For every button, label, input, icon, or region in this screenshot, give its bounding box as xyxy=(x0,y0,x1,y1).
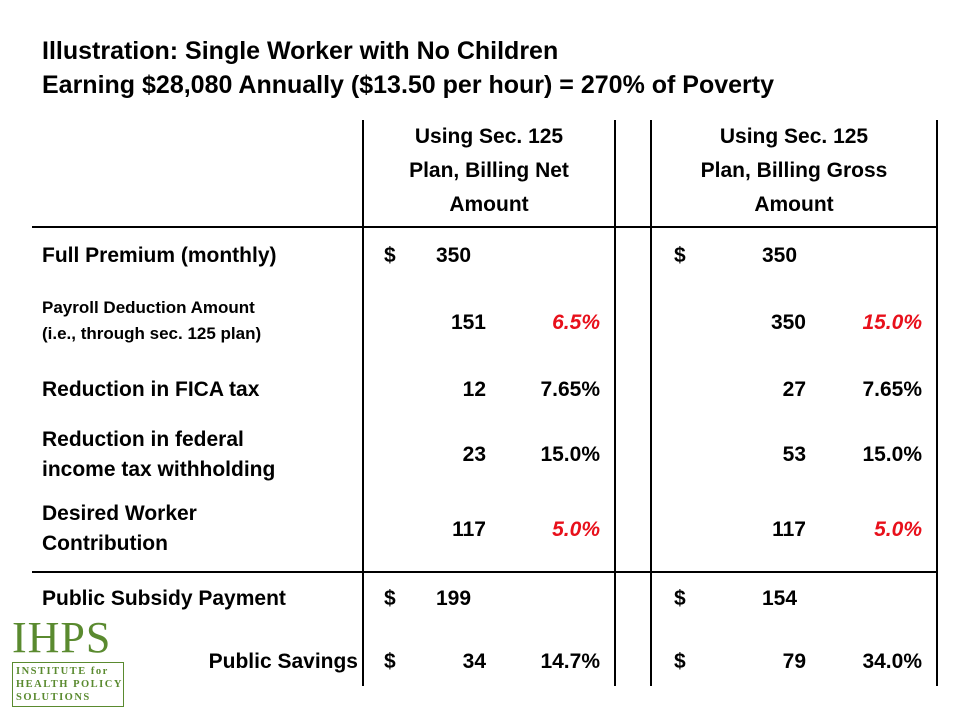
column-header-net-line-1: Using Sec. 125 xyxy=(414,125,564,148)
net-savings-value: 34 xyxy=(462,650,486,673)
header-rule xyxy=(32,226,938,228)
gross-premium-currency: $ xyxy=(674,244,686,267)
gross-subsidy-value: 154 xyxy=(762,587,798,610)
column-header-net xyxy=(364,120,614,222)
gross-savings-currency: $ xyxy=(674,650,686,673)
gross-deduction-value: 350 xyxy=(770,311,806,334)
gross-premium-value: 350 xyxy=(762,244,798,267)
logo-wordmark: IHPS xyxy=(12,613,112,662)
net-deduction-percent: 6.5% xyxy=(552,311,600,334)
ihps-logo xyxy=(12,613,124,712)
gross-federal-percent: 15.0% xyxy=(862,443,922,466)
logo-subtitle-box xyxy=(12,662,124,707)
subsidy-rule xyxy=(32,571,938,573)
net-federal-value: 23 xyxy=(462,443,486,466)
gross-fica-percent: 7.65% xyxy=(862,378,922,401)
slide-title xyxy=(42,34,774,102)
column-header-gross-line-3: Amount xyxy=(754,193,834,216)
logo-line-2: HEALTH POLICY xyxy=(16,679,123,690)
net-worker-percent: 5.0% xyxy=(552,518,600,541)
gross-savings-percent: 34.0% xyxy=(862,650,922,673)
title-line-1: Illustration: Single Worker with No Children xyxy=(42,37,559,65)
row-label-public-subsidy: Public Subsidy Payment xyxy=(42,587,286,610)
net-fica-percent: 7.65% xyxy=(540,378,600,401)
divider-gross-right xyxy=(936,120,938,686)
row-label-worker-contribution-line-1: Desired Worker xyxy=(42,502,197,525)
gross-worker-percent: 5.0% xyxy=(874,518,922,541)
row-label-payroll-deduction xyxy=(42,295,261,347)
row-label-worker-contribution xyxy=(42,499,197,559)
column-header-gross-line-2: Plan, Billing Gross xyxy=(700,159,888,182)
row-label-full-premium: Full Premium (monthly) xyxy=(42,244,277,267)
title-line-2: Earning $28,080 Annually ($13.50 per hour) = 270% of Poverty xyxy=(42,71,774,99)
row-label-federal-withholding-line-1: Reduction in federal xyxy=(42,428,244,451)
gross-deduction-percent: 15.0% xyxy=(862,311,922,334)
column-header-gross xyxy=(652,120,936,222)
gross-fica-value: 27 xyxy=(782,378,806,401)
row-label-public-savings: Public Savings xyxy=(208,650,358,673)
row-label-federal-withholding-line-2: income tax withholding xyxy=(42,458,276,481)
net-premium-value: 350 xyxy=(436,244,472,267)
net-savings-currency: $ xyxy=(384,650,396,673)
row-label-payroll-deduction-line-2: (i.e., through sec. 125 plan) xyxy=(42,324,262,343)
row-label-federal-withholding xyxy=(42,425,275,485)
gross-subsidy-currency: $ xyxy=(674,587,686,610)
gross-savings-value: 79 xyxy=(782,650,806,673)
net-subsidy-value: 199 xyxy=(436,587,472,610)
divider-net-right xyxy=(614,120,616,686)
logo-line-3: SOLUTIONS xyxy=(16,692,91,703)
net-savings-percent: 14.7% xyxy=(540,650,600,673)
logo-line-1: INSTITUTE for xyxy=(16,666,109,677)
net-subsidy-currency: $ xyxy=(384,587,396,610)
net-deduction-value: 151 xyxy=(450,311,486,334)
net-premium-currency: $ xyxy=(384,244,396,267)
column-header-net-line-3: Amount xyxy=(449,193,529,216)
column-header-gross-line-1: Using Sec. 125 xyxy=(719,125,869,148)
row-label-payroll-deduction-line-1: Payroll Deduction Amount xyxy=(42,298,255,317)
row-label-fica: Reduction in FICA tax xyxy=(42,378,260,401)
gross-worker-value: 117 xyxy=(772,518,806,541)
net-worker-value: 117 xyxy=(452,518,486,541)
net-fica-value: 12 xyxy=(462,378,486,401)
net-federal-percent: 15.0% xyxy=(540,443,600,466)
column-header-net-line-2: Plan, Billing Net xyxy=(409,159,569,182)
row-label-worker-contribution-line-2: Contribution xyxy=(42,532,168,555)
gross-federal-value: 53 xyxy=(782,443,806,466)
